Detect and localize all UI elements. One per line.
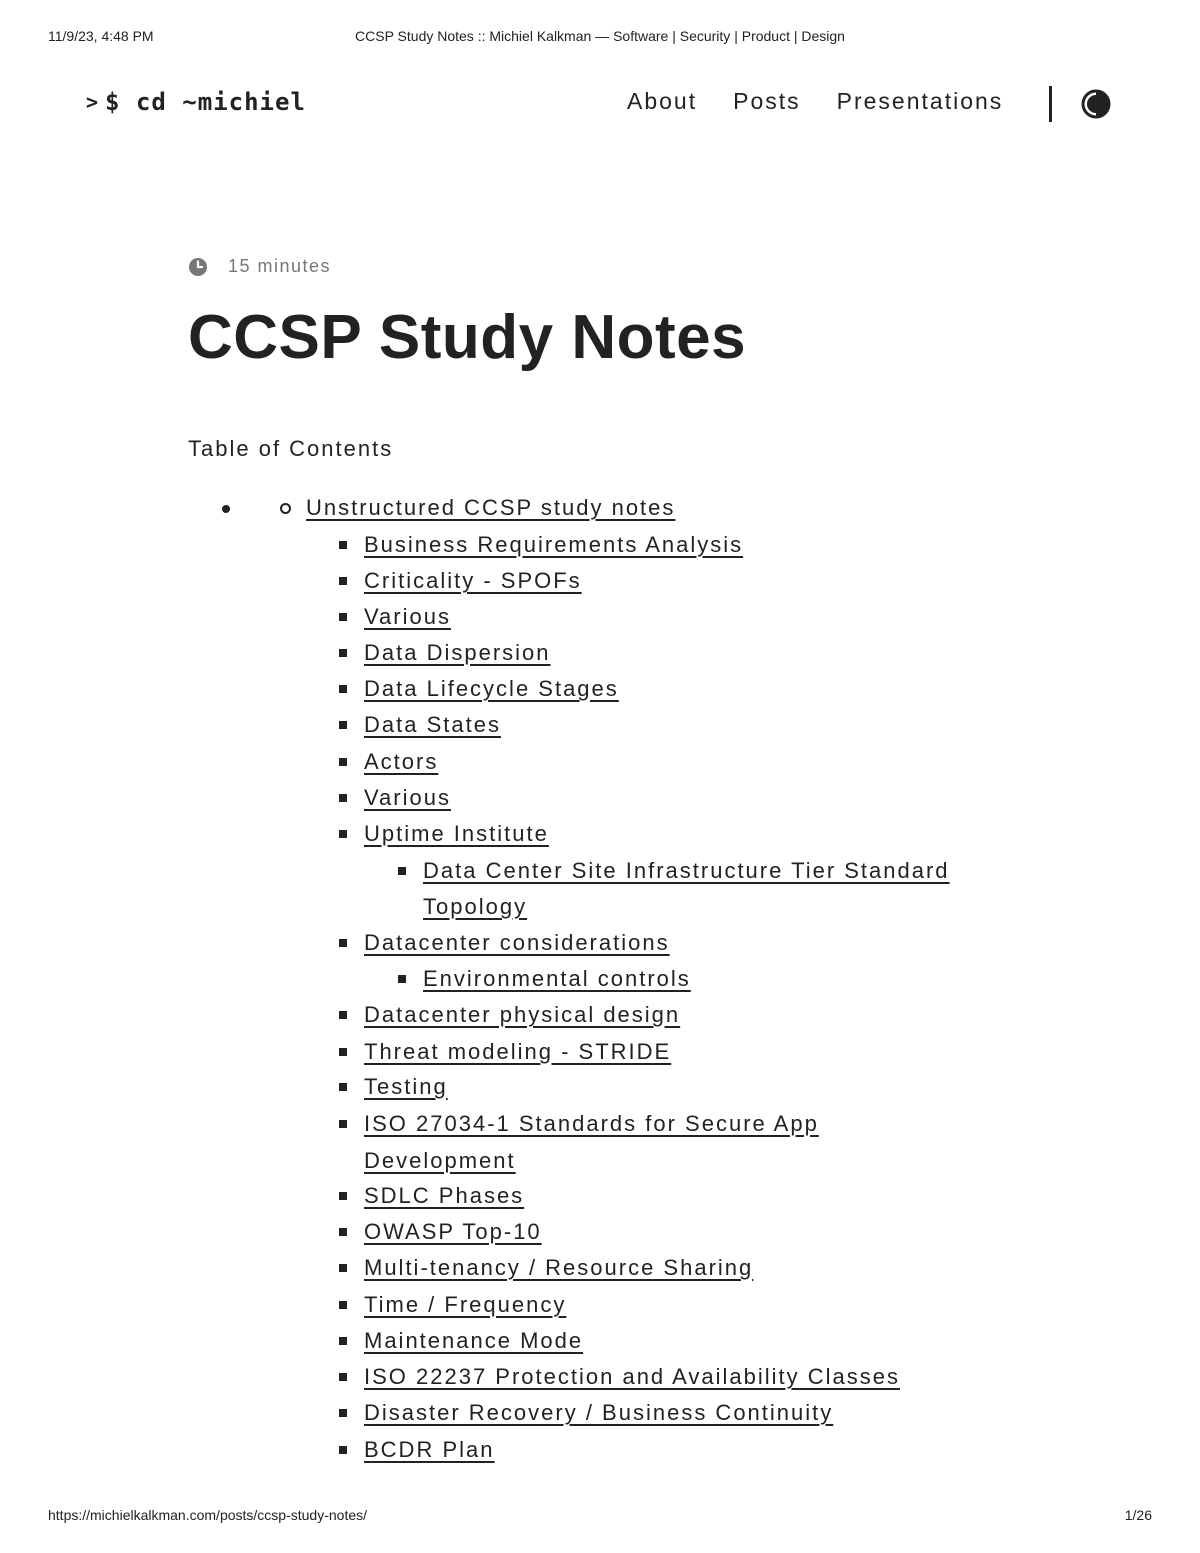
main-nav [627,88,1003,115]
print-page-title: CCSP Study Notes :: Michiel Kalkman — Software | Security | Product | Design [355,28,845,44]
toc-bullet-square [339,1301,347,1309]
nav-presentations[interactable]: Presentations [836,88,1004,114]
toc-bullet-square [339,577,347,585]
toc-link-environmental-controls[interactable]: Environmental controls [423,966,691,991]
toc-link-data-lifecycle[interactable]: Data Lifecycle Stages [364,676,619,701]
logo-text: $ cd ~michiel [105,88,306,116]
print-datetime: 11/9/23, 4:48 PM [48,28,154,44]
toc-link-testing[interactable]: Testing [364,1074,448,1099]
print-footer [48,1507,1152,1527]
toc-bullet-square [398,975,406,983]
toc-bullet-square [339,1337,347,1345]
toc-bullet-square [339,1048,347,1056]
toc-link-bcdr-plan[interactable]: BCDR Plan [364,1437,495,1462]
toc-bullet-square [339,721,347,729]
toc-bullet-square [339,1083,347,1091]
toc-link-time-frequency[interactable]: Time / Frequency [364,1292,567,1317]
toc-link-multi-tenancy[interactable]: Multi-tenancy / Resource Sharing [364,1255,754,1280]
toc-bullet-square [339,1011,347,1019]
print-url: https://michielkalkman.com/posts/ccsp-study-notes/ [48,1507,368,1523]
nav-divider [1049,86,1052,122]
toc-link-tier-standard[interactable]: Data Center Site Infrastructure Tier Standard [423,858,950,883]
toc-link-business-requirements[interactable]: Business Requirements Analysis [364,532,744,557]
reading-time: 15 minutes [228,256,332,276]
toc-bullet-square [398,867,406,875]
toc-bullet-square [339,1409,347,1417]
post-title: CCSP Study Notes [188,303,747,372]
toc-bullet-square [339,830,347,838]
clock-icon [188,257,208,277]
toc-link-iso-22237[interactable]: ISO 22237 Protection and Availability Classes [364,1364,900,1389]
toc-bullet-square [339,1264,347,1272]
toc-link-uptime-institute[interactable]: Uptime Institute [364,821,549,846]
toc-link-threat-modeling[interactable]: Threat modeling - STRIDE [364,1039,672,1064]
print-header [48,28,1152,48]
nav-posts[interactable]: Posts [733,88,801,114]
nav-about[interactable]: About [627,88,698,114]
toc-link-iso-27034-cont[interactable]: Development [364,1148,516,1173]
site-logo[interactable] [86,88,306,116]
toc-bullet-square [339,939,347,947]
toc-link-data-dispersion[interactable]: Data Dispersion [364,640,551,665]
post-meta [188,256,331,277]
toc-link-sdlc-phases[interactable]: SDLC Phases [364,1183,525,1208]
toc-bullet-square [339,794,347,802]
toc-bullet-square [339,758,347,766]
toc-link-datacenter-physical-design[interactable]: Datacenter physical design [364,1002,681,1027]
toc-link-various-2[interactable]: Various [364,785,451,810]
toc-bullet-square [339,1446,347,1454]
site-header [0,84,1200,124]
toc-bullet-square [339,1120,347,1128]
toc-link-actors[interactable]: Actors [364,749,439,774]
toc-link-datacenter-considerations[interactable]: Datacenter considerations [364,930,670,955]
theme-toggle-contrast-icon[interactable] [1081,89,1111,119]
toc-bullet-square [339,649,347,657]
toc-link-various-1[interactable]: Various [364,604,451,629]
toc-bullet-square [339,541,347,549]
toc-link-disaster-recovery[interactable]: Disaster Recovery / Business Continuity [364,1400,834,1425]
toc-bullet-square [339,685,347,693]
toc-link-data-states[interactable]: Data States [364,712,501,737]
toc-bullet-square [339,613,347,621]
toc-bullet-square [339,1192,347,1200]
toc-link-owasp-top-10[interactable]: OWASP Top-10 [364,1219,542,1244]
toc-link-tier-standard-cont[interactable]: Topology [423,894,528,919]
toc-link-iso-27034[interactable]: ISO 27034-1 Standards for Secure App [364,1111,819,1136]
toc-bullet-square [339,1228,347,1236]
toc-bullet-square [339,1373,347,1381]
toc-link-unstructured-notes[interactable]: Unstructured CCSP study notes [306,495,676,520]
toc-bullet-circle [280,503,291,514]
toc-bullet-disc [222,505,230,513]
toc-heading: Table of Contents [188,436,394,461]
toc-link-criticality[interactable]: Criticality - SPOFs [364,568,582,593]
prompt-chevron-icon: > [86,90,100,114]
toc-link-maintenance-mode[interactable]: Maintenance Mode [364,1328,584,1353]
print-page-count: 1/26 [1124,1507,1152,1523]
